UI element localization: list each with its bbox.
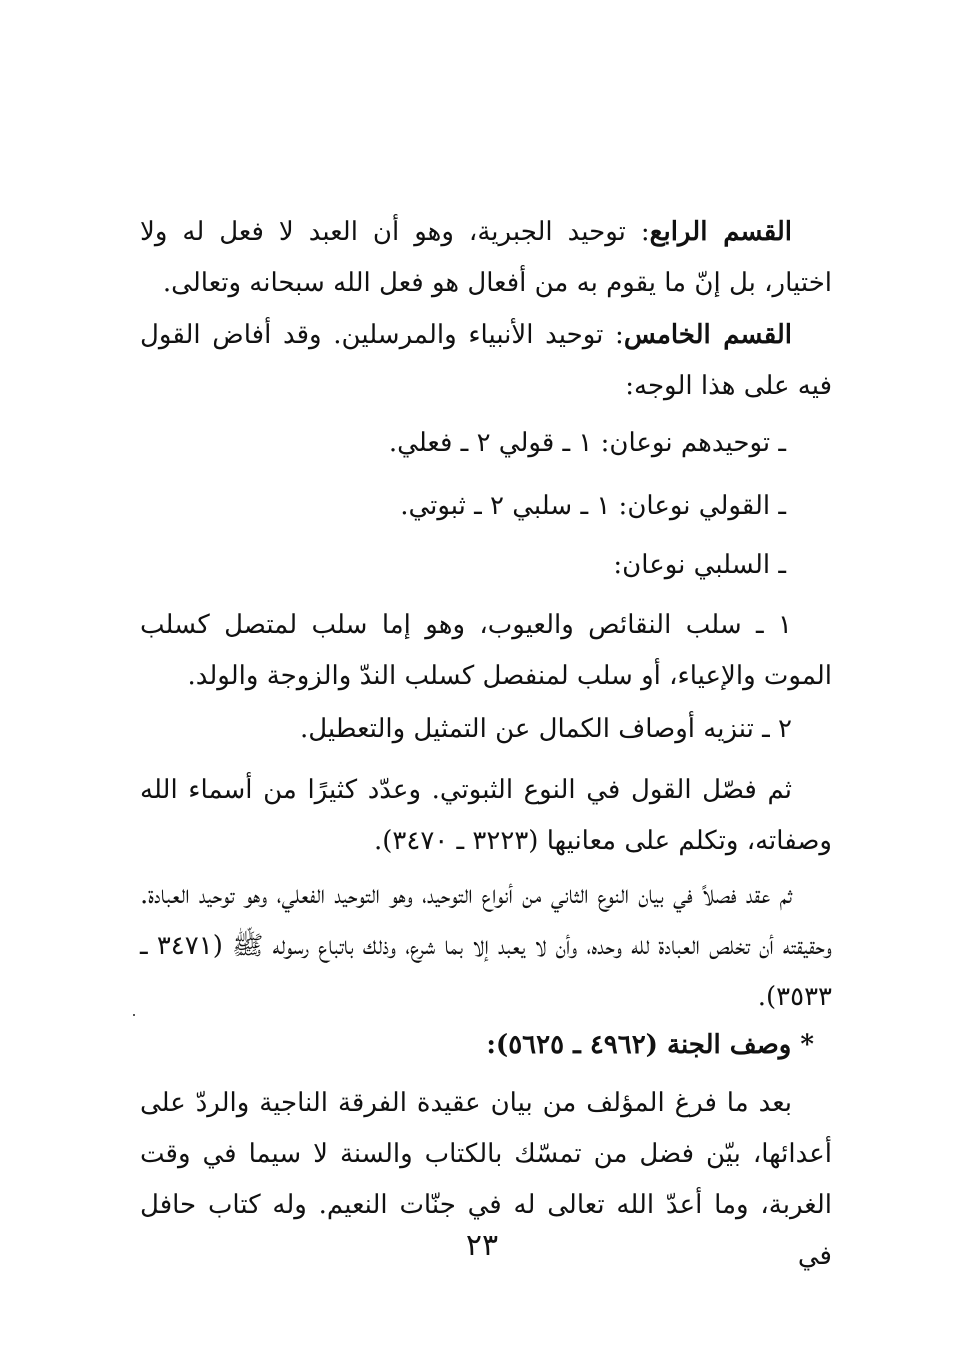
paragraph-fourth-section: [140, 207, 832, 309]
paragraph-worship-tawhid: ثم عقد فصلاً في بيان النوع الثاني من أنواع التوحيد، وهو التوحيد الفعلي، وهو توحيد العبادة. وحقيقته أن تخلص العبادة لله وحده، وأن لا يعبد إلا بما شرع، وذلك باتباع رسوله ﷺ (٣٤٧١ ـ ٣٥٣٣).: [140, 880, 832, 1012]
paragraph-text: : توحيد الأنبياء والمرسلين. وقد أفاض القول فيه على هذا الوجه:: [140, 320, 832, 401]
paragraph-paradise-intro: بعد ما فرغ المؤلف من بيان عقيدة الفرقة الناجية والردّ على أعدائها، بيّن فضل من تمسّك بالكتاب والسنة لا سيما في وقت الغربة، وما أعدّ الله تعالى له في جنّات النعيم. وله كتاب حافل في: [140, 1088, 832, 1271]
bullet-item-1: ـ توحيدهم نوعان: ١ ـ قولي ٢ ـ فعلي.: [388, 428, 786, 458]
section-lead-fourth: القسم الرابع: [649, 217, 792, 247]
scan-speck: [133, 1014, 135, 1016]
paragraph-fifth-section: [140, 310, 832, 412]
paragraph-negation-two: ٢ ـ تنزيه أوصاف الكمال عن التمثيل والتعطيل.: [299, 714, 792, 744]
section-lead-fifth: القسم الخامس: [623, 320, 792, 350]
bullet-item-3: ـ السلبي نوعان:: [613, 550, 786, 580]
section-heading-paradise: * وصف الجنة (٤٩٦٢ ـ ٥٦٢٥):: [486, 1030, 814, 1060]
paragraph-negation-one: ١ ـ سلب النقائص والعيوب، وهو إما سلب لمتصل كسلب الموت والإعياء، أو سلب لمنفصل كسلب الندّ والزوجة والولد.: [140, 610, 832, 691]
page-number: ٢٣: [465, 1228, 499, 1263]
paragraph-affirmative: ثم فصّل القول في النوع الثبوتي. وعدّد كثيرًا من أسماء الله وصفاته، وتكلم على معانيها (٣٢٢٣ ـ ٣٤٧٠).: [140, 775, 832, 856]
paragraph-text: : توحيد الجبرية، وهو أن العبد لا فعل له ولا اختيار، بل إنّ ما يقوم به من أفعال هو فعل الله سبحانه وتعالى.: [140, 217, 832, 298]
bullet-item-2: ـ القولي نوعان: ١ ـ سلبي ٢ ـ ثبوتي.: [400, 491, 786, 521]
